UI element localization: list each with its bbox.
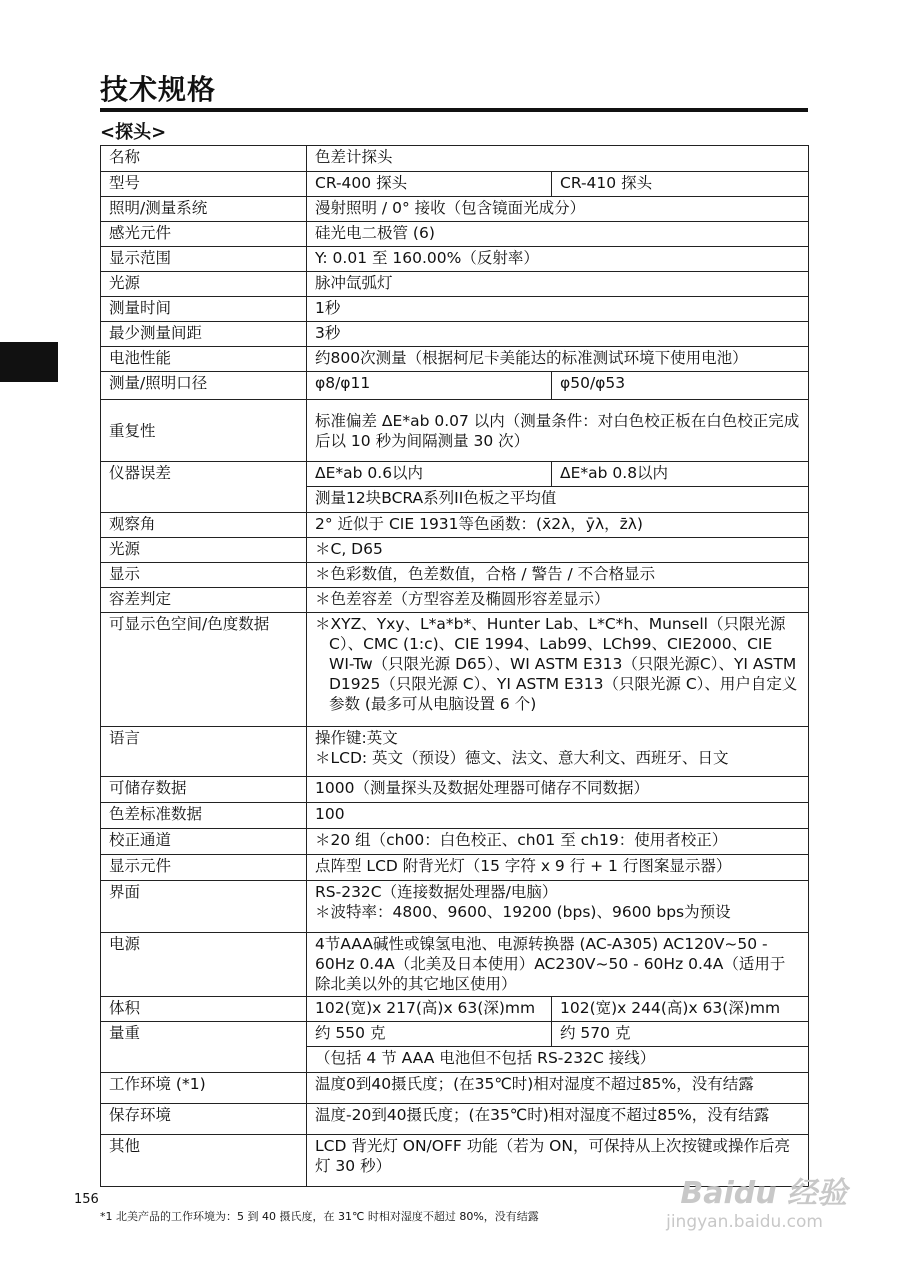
spec-label: 光源 xyxy=(101,538,307,563)
spec-label: 量重 xyxy=(101,1022,307,1073)
spec-value: ＊色彩数值，色差数值，合格 / 警告 / 不合格显示 xyxy=(307,563,809,588)
spec-value-cr400: CR-400 探头 xyxy=(307,172,552,197)
page-title: 技术规格 xyxy=(100,73,217,106)
spec-label: 其他 xyxy=(101,1135,307,1187)
spec-value: ＊色差容差（方型容差及椭圆形容差显示） xyxy=(307,588,809,613)
spec-label: 显示元件 xyxy=(101,855,307,881)
spec-value-cr410: 约 570 克 xyxy=(552,1022,809,1047)
spec-value xyxy=(307,881,809,933)
spec-value: 温度-20到40摄氏度；(在35℃时)相对湿度不超过85%，没有结露 xyxy=(307,1104,809,1135)
title-divider xyxy=(100,108,808,112)
spec-value: 漫射照明 / 0° 接收（包含镜面光成分） xyxy=(307,197,809,222)
spec-label: 显示范围 xyxy=(101,247,307,272)
spec-label: 校正通道 xyxy=(101,829,307,855)
spec-label: 仪器误差 xyxy=(101,462,307,513)
spec-value: 约800次测量（根据柯尼卡美能达的标准测试环境下使用电池） xyxy=(307,347,809,372)
spec-value-cr400: 约 550 克 xyxy=(307,1022,552,1047)
spec-label: 界面 xyxy=(101,881,307,933)
spec-value-cr410: φ50/φ53 xyxy=(552,372,809,400)
spec-label: 测量/照明口径 xyxy=(101,372,307,400)
spec-label: 名称 xyxy=(101,146,307,172)
spec-label: 体积 xyxy=(101,997,307,1022)
spec-value: 硅光电二极管 (6) xyxy=(307,222,809,247)
spec-value-cr410: 102(宽)x 244(高)x 63(深)mm xyxy=(552,997,809,1022)
spec-value-cr410: CR-410 探头 xyxy=(552,172,809,197)
spec-value: ＊XYZ、Yxy、L*a*b*、Hunter Lab、L*C*h、Munsell（只限光源 C）、CMC (1:c)、CIE 1994、Lab99、LCh99、CIE2000、CIE WI-Tw（只限光源 D65）、WI ASTM E313（只限光源C）、YI ASTM D1925（只限光源 C）、YI ASTM E313（只限光源 C）、用户自定义参数 (最多可从电脑设置 6 个) xyxy=(307,613,809,727)
spec-label: 光源 xyxy=(101,272,307,297)
spec-value: 2° 近似于 CIE 1931等色函数：(x̄2λ，ȳλ，z̄λ) xyxy=(307,513,809,538)
spec-label: 照明/测量系统 xyxy=(101,197,307,222)
spec-value xyxy=(307,727,809,777)
spec-label: 可储存数据 xyxy=(101,777,307,803)
spec-value: 3秒 xyxy=(307,322,809,347)
spec-value: 点阵型 LCD 附背光灯（15 字符 x 9 行 + 1 行图案显示器） xyxy=(307,855,809,881)
spec-value: 脉冲氙弧灯 xyxy=(307,272,809,297)
spec-value-cr400: ΔE*ab 0.6以内 xyxy=(307,462,552,487)
spec-label: 语言 xyxy=(101,727,307,777)
spec-label: 工作环境 (*1) xyxy=(101,1073,307,1104)
spec-value: 温度0到40摄氏度；(在35℃时)相对湿度不超过85%，没有结露 xyxy=(307,1073,809,1104)
spec-value-cr400: φ8/φ11 xyxy=(307,372,552,400)
spec-value: 4节AAA碱性或镍氢电池、电源转换器 (AC-A305) AC120V~50 - 60Hz 0.4A（北美及日本使用）AC230V~50 - 60Hz 0.4A（适用于除北美以外的其它地区使用） xyxy=(307,933,809,997)
spec-label: 感光元件 xyxy=(101,222,307,247)
watermark-logo: Baidu 经验 xyxy=(680,1176,847,1211)
spec-label: 重复性 xyxy=(101,400,307,462)
spec-table xyxy=(100,145,809,1187)
spec-value: LCD 背光灯 ON/OFF 功能（若为 ON，可保持从上次按键或操作后亮灯 30 秒） xyxy=(307,1135,809,1187)
spec-label: 可显示色空间/色度数据 xyxy=(101,613,307,727)
spec-value: Y: 0.01 至 160.00%（反射率） xyxy=(307,247,809,272)
watermark-url: jingyan.baidu.com xyxy=(666,1212,823,1232)
spec-value: ＊20 组（ch00：白色校正、ch01 至 ch19：使用者校正） xyxy=(307,829,809,855)
spec-label: 观察角 xyxy=(101,513,307,538)
page-number: 156 xyxy=(74,1192,99,1207)
spec-value: 标准偏差 ΔE*ab 0.07 以内（测量条件：对白色校正板在白色校正完成后以 10 秒为间隔测量 30 次） xyxy=(307,400,809,462)
spec-label: 容差判定 xyxy=(101,588,307,613)
spec-label: 型号 xyxy=(101,172,307,197)
spec-value-note: （包括 4 节 AAA 电池但不包括 RS-232C 接线） xyxy=(307,1047,809,1073)
section-subtitle: <探头> xyxy=(100,122,167,143)
spec-value-line: ＊LCD: 英文（预设）德文、法文、意大利文、西班牙、日文 xyxy=(315,749,729,767)
spec-label: 测量时间 xyxy=(101,297,307,322)
footnote: *1 北美产品的工作环境为：5 到 40 摄氏度，在 31℃ 时相对湿度不超过 80%，没有结露 xyxy=(100,1210,539,1223)
spec-label: 电池性能 xyxy=(101,347,307,372)
spec-label: 电源 xyxy=(101,933,307,997)
spec-value-cr410: ΔE*ab 0.8以内 xyxy=(552,462,809,487)
spec-value: 1秒 xyxy=(307,297,809,322)
spec-value-note: 测量12块BCRA系列II色板之平均值 xyxy=(307,487,809,513)
spec-value-cr400: 102(宽)x 217(高)x 63(深)mm xyxy=(307,997,552,1022)
spec-value: ＊C, D65 xyxy=(307,538,809,563)
spec-value-line: RS-232C（连接数据处理器/电脑） xyxy=(315,883,558,901)
spec-value: 100 xyxy=(307,803,809,829)
chapter-tab-marker xyxy=(0,342,58,382)
spec-value-line: 操作键:英文 xyxy=(315,729,398,747)
spec-value: 色差计探头 xyxy=(307,146,809,172)
spec-value: 1000（测量探头及数据处理器可储存不同数据） xyxy=(307,777,809,803)
spec-label: 色差标准数据 xyxy=(101,803,307,829)
spec-label: 保存环境 xyxy=(101,1104,307,1135)
spec-label: 最少测量间距 xyxy=(101,322,307,347)
spec-value-line: ＊波特率：4800、9600、19200 (bps)、9600 bps为预设 xyxy=(315,903,731,921)
spec-label: 显示 xyxy=(101,563,307,588)
